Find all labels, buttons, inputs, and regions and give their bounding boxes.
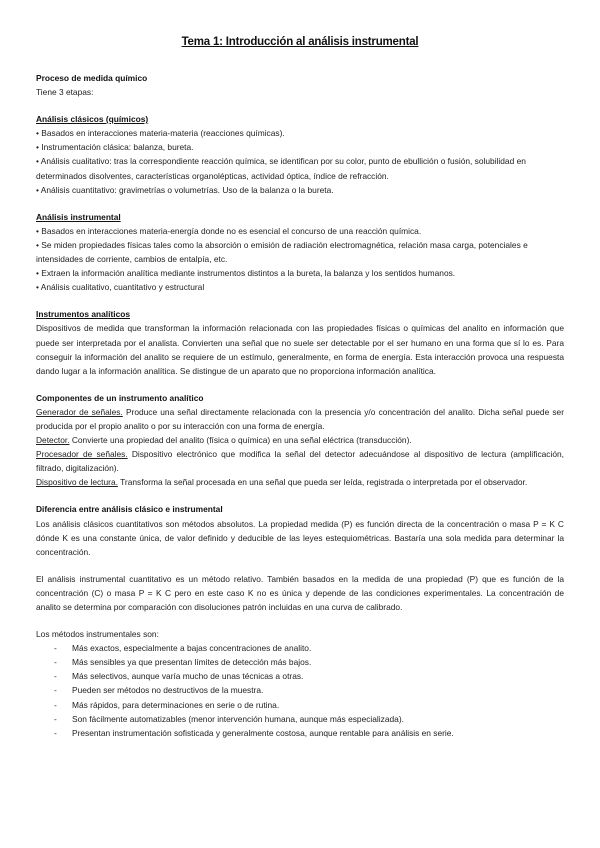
section-componentes (36, 391, 564, 490)
list-item: - Más exactos, especialmente a bajas concentraciones de analito. (36, 641, 564, 655)
bullet-item: • Se miden propiedades físicas tales como la absorción o emisión de radiación electromagnética, relación masa carga, potenciales e intensidades de corriente, cambios de entalpía, etc. (36, 239, 528, 265)
heading-proceso: Proceso de medida químico (36, 73, 148, 83)
document-title: Tema 1: Introducción al análisis instrumental (181, 36, 419, 48)
heading-diferencia: Diferencia entre análisis clásico e instrumental (36, 504, 223, 515)
componente-text: Produce una señal directamente relacionada con la presencia y/o concentración del analito. Dicha señal puede ser producida por el propio analito o por su interacción con una forma de energía. (36, 406, 564, 431)
componente-item (36, 475, 564, 489)
bullet-item: • Análisis cualitativo: tras la correspondiente reacción química, se identifican por su color, punto de ebullición o fusión, solubilidad en determinados disolventes, características organolépticas, actividad óptica, índice de refracción. (36, 156, 526, 181)
heading-componentes: Componentes de un instrumento analítico (36, 392, 204, 403)
list-item: - Más rápidos, para determinaciones en serie o de rutina. (36, 698, 564, 712)
proceso-text: Tiene 3 etapas: (36, 87, 94, 98)
bullet-item: • Basados en interacciones materia-energía donde no es esencial el concurso de una reacción química. (36, 225, 422, 236)
section-diferencia (36, 502, 564, 739)
metodos-list (36, 641, 564, 740)
list-item: - Más sensibles ya que presentan límites de detección más bajos. (36, 655, 564, 669)
section-proceso (36, 71, 564, 99)
instrumentos-paragraph: Dispositivos de medida que transforman la información relacionada con las propiedades físicas o químicas del analito en información que puede ser interpretada por el analista. Convierten una señal que no suele ser detectable por el ser humano en una forma que sí lo es. Para conseguir la información del analito se requiere de un estímulo, generalmente, en forma de energía. Esta interacción provoca una respuesta dando lugar a la información analítica. Se distingue de un aparato que no proporciona información analítica. (36, 323, 564, 376)
list-item: - Son fácilmente automatizables (menor intervención humana, aunque más especializada). (36, 712, 564, 726)
section-instrumental (36, 210, 564, 295)
componente-text: Convierte una propiedad del analito (física o química) en una señal eléctrica (transducción). (69, 435, 412, 446)
bullet-item: • Basados en interacciones materia-materia (reacciones químicas). (36, 128, 285, 139)
section-clasicos (36, 112, 564, 197)
list-item: - Presentan instrumentación sofisticada y generalmente costosa, aunque rentable para análisis en serie. (36, 726, 564, 740)
componente-term: Dispositivo de lectura. (36, 477, 118, 488)
heading-instrumentos: Instrumentos analíticos (36, 309, 131, 320)
componente-text: Transforma la señal procesada en una señal que pueda ser leída, registrada o interpretada por el observador. (117, 477, 528, 488)
bullet-item: • Análisis cuantitativo: gravimetrías o volumetrías. Uso de la balanza o la bureta. (36, 184, 334, 195)
componente-item (36, 405, 564, 433)
componente-term: Detector. (36, 435, 70, 446)
componente-item (36, 433, 564, 447)
componente-item (36, 447, 564, 475)
bullet-item: • Análisis cualitativo, cuantitativo y estructural (36, 282, 205, 293)
diferencia-paragraph-2: El análisis instrumental cuantitativo es un método relativo. También basados en la medida de una propiedad (P) que es función de la concentración (C) o masa P = K C pero en este caso K no es única y depende de las condiciones experimentales. La concentración de analito se determina por comparación con disoluciones patrón incluidas en una curva de calibrado. (36, 573, 564, 612)
section-instrumentos (36, 307, 564, 377)
componente-term: Generador de señales. (36, 406, 123, 417)
diferencia-paragraph-3: Los métodos instrumentales son: (36, 629, 159, 640)
list-item: - Más selectivos, aunque varía mucho de unas técnicas a otras. (36, 669, 564, 683)
componente-term: Procesador de señales. (36, 449, 128, 460)
heading-clasicos: Análisis clásicos (químicos) (36, 114, 149, 125)
diferencia-paragraph-1: Los análisis clásicos cuantitativos son métodos absolutos. La propiedad medida (P) es función directa de la concentración o masa P = K C dónde K es una constante única, de valor definido y deducible de las leyes estequiométricas. Bastaría una sola medida para determinar la concentración. (36, 518, 564, 557)
bullet-item: • Extraen la información analítica mediante instrumentos distintos a la bureta, la balanza y los sentidos humanos. (36, 268, 456, 279)
componente-text: Dispositivo electrónico que modifica la señal del detector adecuándose al dispositivo de lectura (amplificación, filtrado, digitalización). (36, 449, 564, 474)
list-item: - Pueden ser métodos no destructivos de la muestra. (36, 683, 564, 697)
bullet-item: • Instrumentación clásica: balanza, bureta. (36, 142, 194, 153)
heading-instrumental: Análisis instrumental (36, 211, 121, 222)
